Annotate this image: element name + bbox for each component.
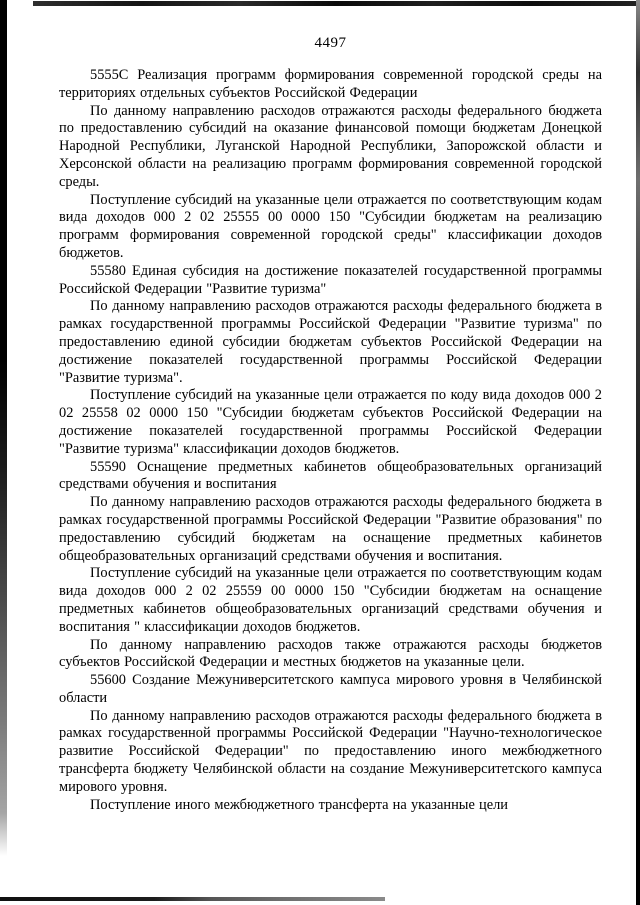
scan-artifact-left-border bbox=[0, 0, 7, 856]
page-number: 4497 bbox=[314, 35, 347, 51]
paragraph-55590-description: По данному направлению расходов отражаются расходы федерального бюджета в рамках государственной программы Российской Федерации "Развитие образования" по предоставлению субсидий бюджетам на оснащение предметных кабинетов общеобразовательных организаций средствами обучения и воспитания. bbox=[59, 494, 602, 564]
scan-artifact-bottom-border bbox=[0, 897, 385, 901]
paragraph-code-55580-heading: 55580 Единая субсидия на достижение показателей государственной программы Российской Федерации "Развитие туризма" bbox=[59, 262, 602, 297]
paragraph-55600-description: По данному направлению расходов отражаются расходы федерального бюджета в рамках государственной программы Российской Федерации "Научно-технологическое развитие Российской Федерации" по предоставлению иного межбюджетного трансферта бюджету Челябинской области на создание Межуниверситетского кампуса мирового уровня. bbox=[59, 707, 602, 795]
paragraph-5555c-income-code: Поступление субсидий на указанные цели отражается по соответствующим кодам вида доходов 000 2 02 25555 00 0000 150 "Субсидии бюджетам на реализацию программ формирования современной городской среды" классификации доходов бюджетов. bbox=[59, 191, 602, 261]
paragraph-55600-income-partial: Поступление иного межбюджетного трансферта на указанные цели bbox=[90, 796, 509, 813]
paragraph-55580-income-code: Поступление субсидий на указанные цели отражается по коду вида доходов 000 2 02 25558 02 0000 150 "Субсидии бюджетам субъектов Российской Федерации на достижение показателей государственной программы Российской Федерации "Развитие туризма" классификации доходов бюджетов. bbox=[59, 387, 602, 457]
paragraph-55580-description: По данному направлению расходов отражаются расходы федерального бюджета в рамках государственной программы Российской Федерации "Развитие туризма" по предоставлению единой субсидии бюджетам субъектов Российской Федерации на достижение показателей государственной программы Российской Федерации "Развитие туризма". bbox=[59, 298, 602, 386]
scan-artifact-top-border bbox=[33, 1, 640, 6]
scan-artifact-right-border bbox=[636, 0, 640, 905]
page-content bbox=[59, 34, 602, 814]
paragraph-5555c-description: По данному направлению расходов отражаются расходы федерального бюджета по предоставлению субсидий на оказание финансовой помощи бюджетам Донецкой Народной Республики, Луганской Народной Республики, Запорожской области и Херсонской области на реализацию программ формирования современной городской среды. bbox=[59, 102, 602, 190]
paragraph-code-55590-heading: 55590 Оснащение предметных кабинетов общеобразовательных организаций средствами обучения и воспитания bbox=[59, 458, 602, 493]
paragraph-code-55600-heading: 55600 Создание Межуниверситетского кампуса мирового уровня в Челябинской области bbox=[59, 672, 602, 706]
paragraph-code-5555c-heading: 5555C Реализация программ формирования современной городской среды на территориях отдельных субъектов Российской Федерации bbox=[59, 67, 602, 101]
paragraph-55590-regional-note: По данному направлению расходов также отражаются расходы бюджетов субъектов Российской Федерации и местных бюджетов на указанные цели. bbox=[59, 636, 602, 671]
paragraph-55590-income-code: Поступление субсидий на указанные цели отражается по соответствующим кодам вида доходов 000 2 02 25559 00 0000 150 "Субсидии бюджетам на оснащение предметных кабинетов общеобразовательных организаций средствами обучения и воспитания " классификации доходов бюджетов. bbox=[59, 565, 602, 635]
